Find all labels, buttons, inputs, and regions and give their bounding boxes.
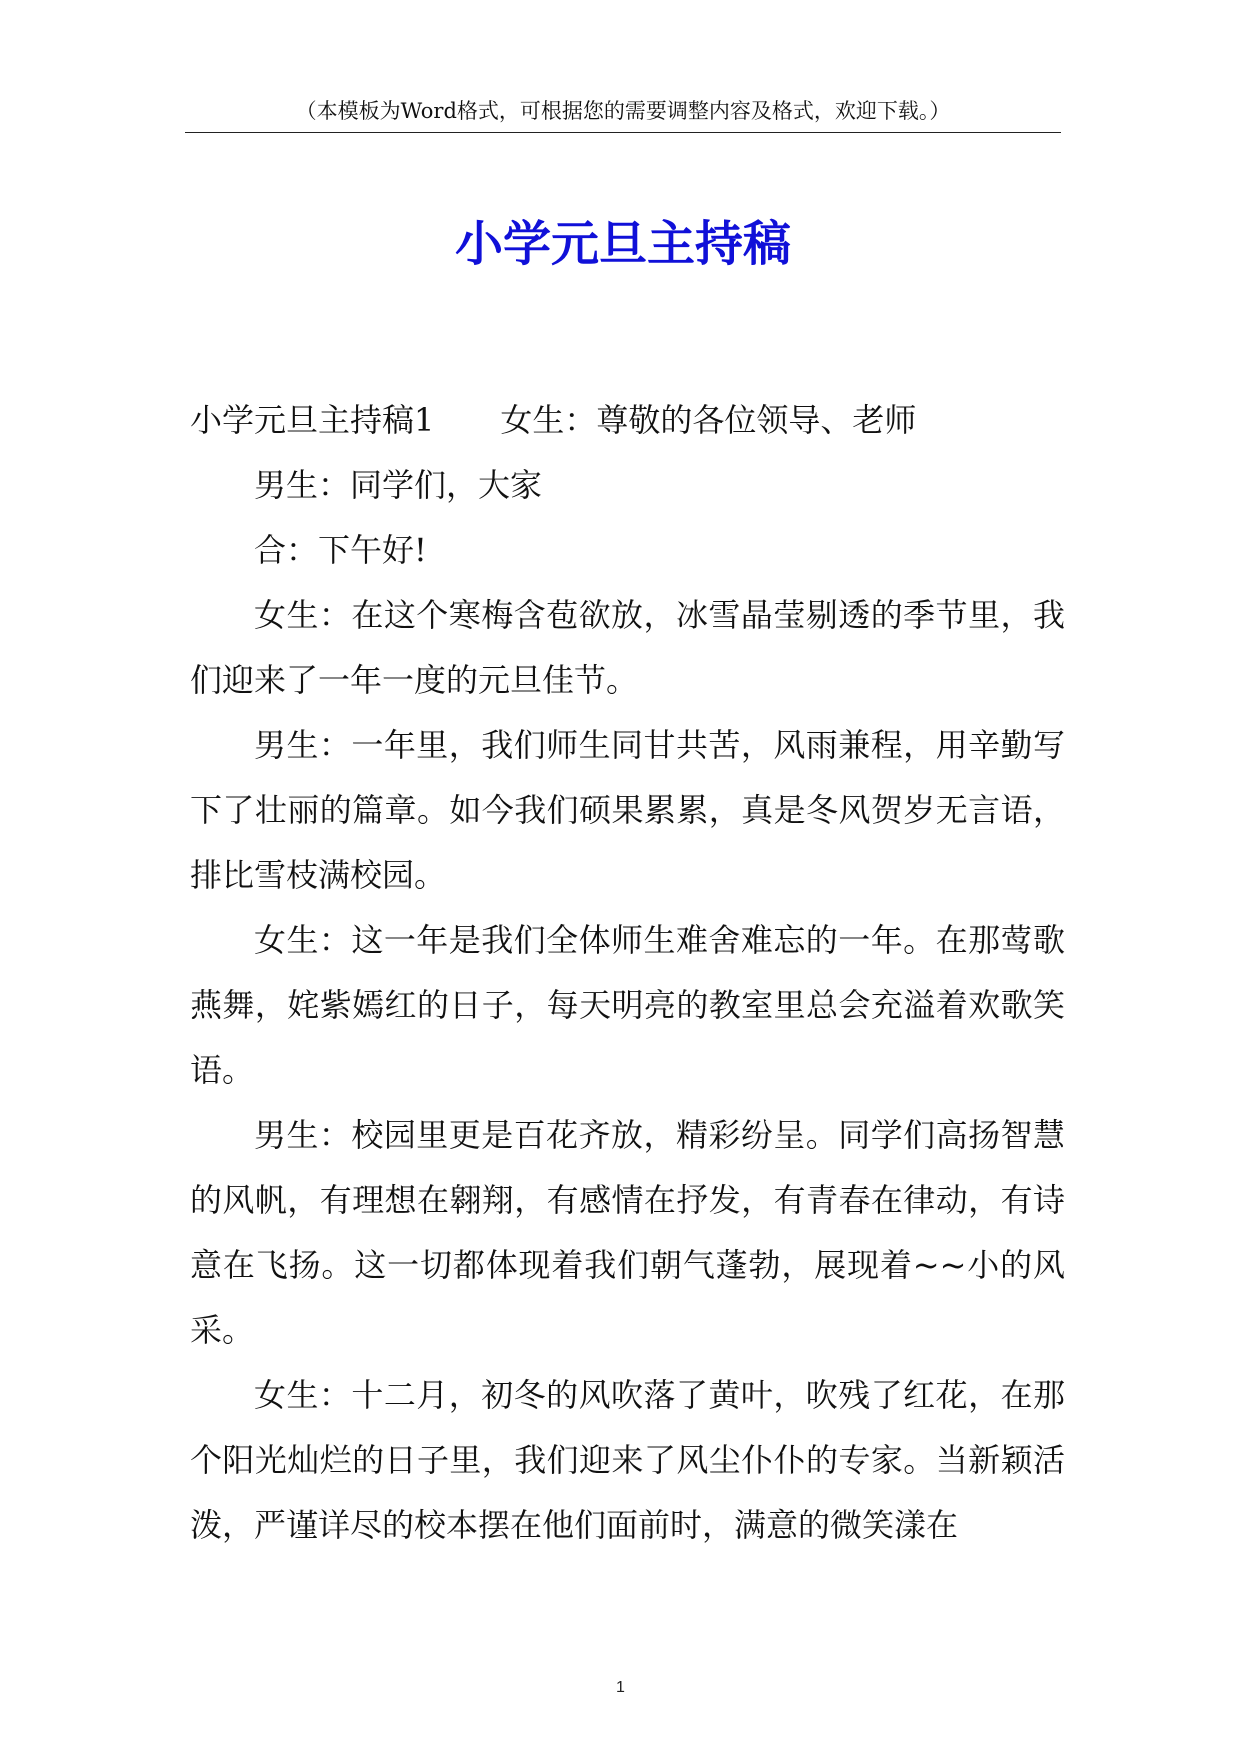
paragraph: 男生：一年里，我们师生同甘共苦，风雨兼程，用辛勤写下了壮丽的篇章。如今我们硕果累累，真是冬风贺岁无言语，排比雪枝满校园。 [190,726,1065,894]
header-divider [185,132,1061,133]
document-body [190,388,1065,1558]
paragraph: 合：下午好! [254,531,427,569]
paragraph: 男生：同学们，大家 [254,466,543,504]
first-line [190,388,1065,453]
paragraph: 男生：校园里更是百花齐放，精彩纷呈。同学们高扬智慧的风帆，有理想在翱翔，有感情在抒发，有青春在律动，有诗意在飞扬。这一切都体现着我们朝气蓬勃，展现着~~小的风采。 [190,1116,1065,1349]
template-note: （本模板为Word格式，可根据您的需要调整内容及格式，欢迎下载。） [295,99,951,123]
document-title: 小学元旦主持稿 [454,216,791,272]
paragraph: 女生：在这个寒梅含苞欲放，冰雪晶莹剔透的季节里，我们迎来了一年一度的元旦佳节。 [190,596,1065,699]
paragraph: 女生：这一年是我们全体师生难舍难忘的一年。在那莺歌燕舞，姹紫嫣红的日子，每天明亮的教室里总会充溢着欢歌笑语。 [190,921,1065,1089]
first-line-text: 女生：尊敬的各位领导、老师 [500,401,917,439]
section-heading: 小学元旦主持稿1 [190,401,435,439]
page-number: 1 [616,1679,625,1696]
paragraph: 女生：十二月，初冬的风吹落了黄叶，吹残了红花，在那个阳光灿烂的日子里，我们迎来了风尘仆仆的专家。当新颖活泼，严谨详尽的校本摆在他们面前时，满意的微笑漾在 [190,1376,1065,1544]
